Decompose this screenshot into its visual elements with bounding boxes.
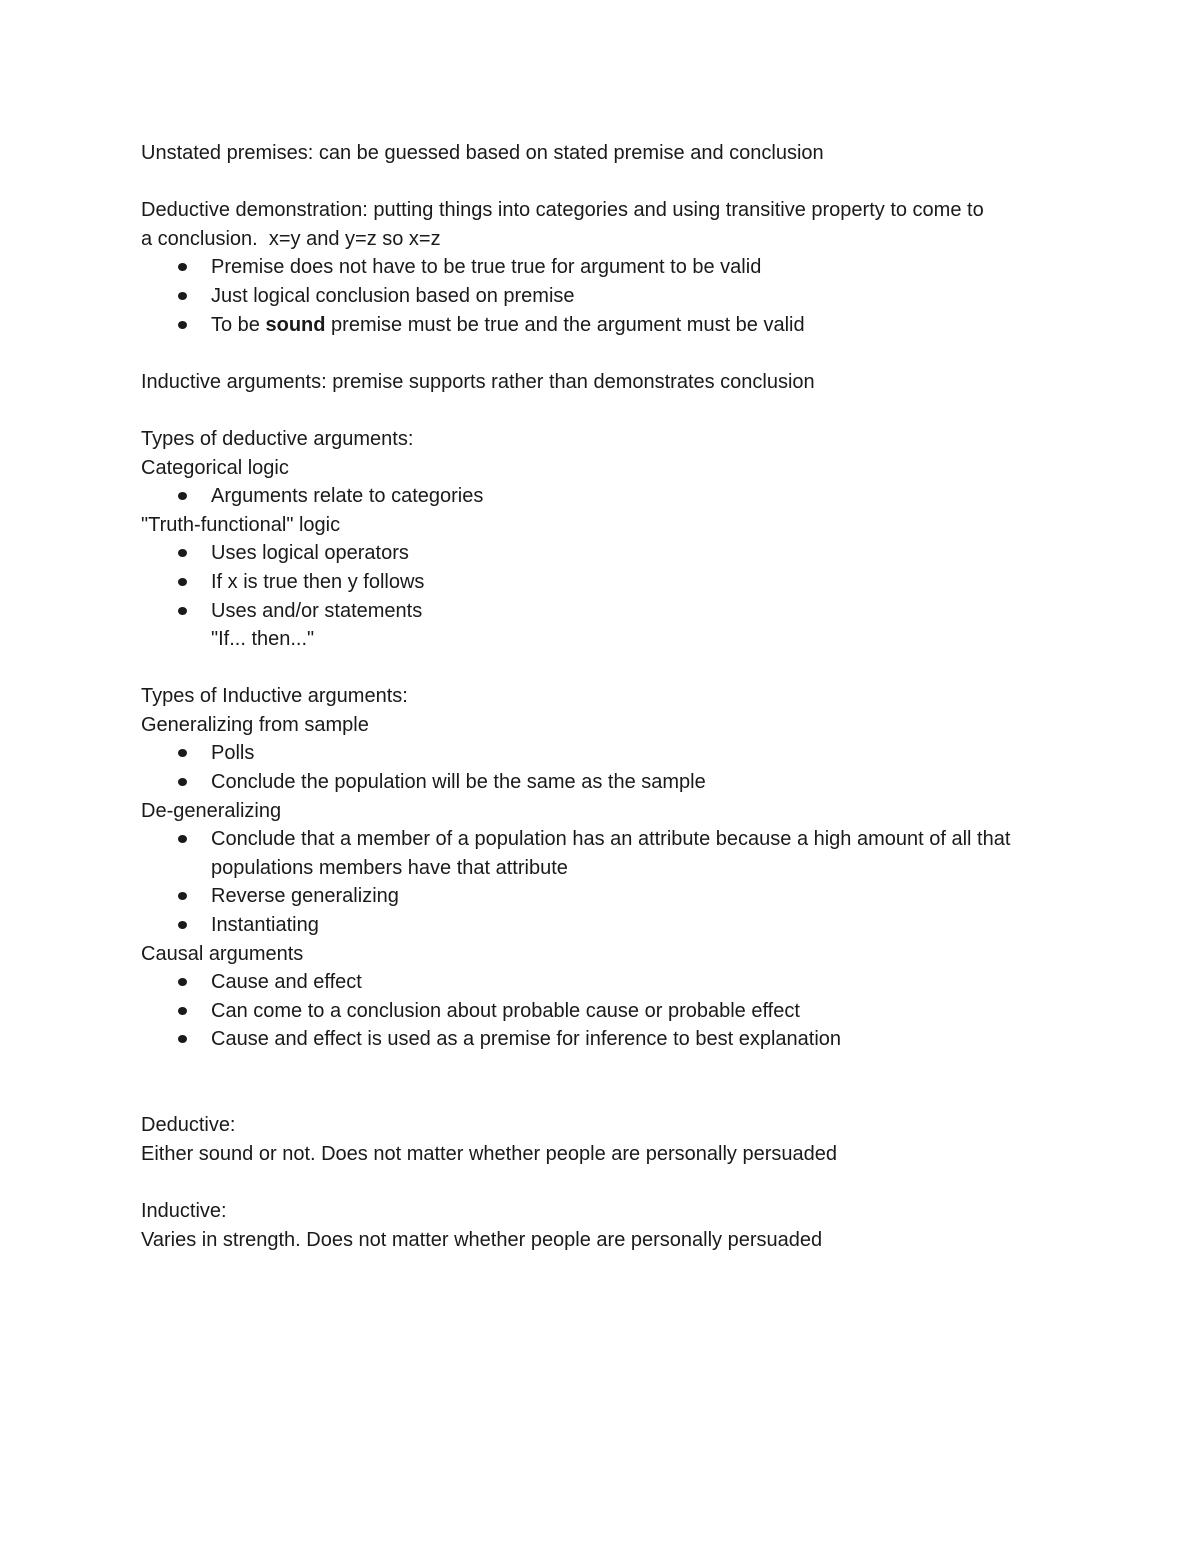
spacer	[141, 654, 1061, 683]
list-item-text: Conclude that a member of a population has an attribute because a high amount of all that populations members have that attribute	[211, 828, 1011, 879]
list-item-text: Cause and effect is used as a premise for inference to best explanation	[211, 1028, 842, 1051]
types-deductive-heading: Types of deductive arguments:	[141, 427, 414, 450]
inductive-heading: Inductive:	[141, 1199, 227, 1222]
list-item	[141, 739, 1061, 768]
causal-list	[141, 968, 1061, 1054]
list-item-text: Uses logical operators	[211, 542, 409, 565]
list-item	[141, 282, 1061, 311]
truth-functional-heading: "Truth-functional" logic	[141, 513, 341, 536]
bullet-icon	[178, 749, 187, 757]
list-item	[141, 768, 1061, 797]
sound-suffix: premise must be true and the argument must be valid	[325, 313, 805, 336]
list-item-text: Instantiating	[211, 914, 319, 937]
categorical-logic-heading: Categorical logic	[141, 456, 289, 479]
bullet-icon	[178, 578, 187, 586]
bullet-icon	[178, 892, 187, 900]
unstated-premises-text: Unstated premises: can be guessed based on stated premise and conclusion	[141, 142, 824, 164]
deductive-demonstration-line-2: a conclusion. x=y and y=z so x=z	[141, 227, 441, 250]
bullet-icon	[178, 921, 187, 929]
list-item-text: Arguments relate to categories	[211, 485, 484, 508]
inductive-text: Varies in strength. Does not matter whether people are personally persuaded	[141, 1228, 823, 1251]
generalizing-list	[141, 739, 1061, 796]
list-item	[141, 539, 1061, 568]
list-item	[141, 968, 1061, 997]
list-item-text: Polls	[211, 742, 255, 765]
list-item-text: Uses and/or statements	[211, 599, 423, 622]
spacer	[141, 339, 1061, 368]
bullet-icon	[178, 1007, 187, 1015]
deductive-text: Either sound or not. Does not matter whether people are personally persuaded	[141, 1142, 837, 1165]
if-then-text: "If... then..."	[211, 628, 315, 651]
list-item-text: Cause and effect	[211, 971, 362, 994]
deductive-demonstration-line-1: Deductive demonstration: putting things into categories and using transitive property to come to	[141, 199, 984, 222]
list-item	[141, 825, 1061, 882]
generalizing-heading: Generalizing from sample	[141, 713, 369, 736]
list-item	[141, 997, 1061, 1026]
bullet-icon	[178, 292, 187, 300]
bullet-icon	[178, 263, 187, 271]
categorical-logic-list	[141, 482, 1061, 511]
bullet-icon	[178, 549, 187, 557]
deductive-heading: Deductive:	[141, 1114, 236, 1137]
degeneralizing-list	[141, 825, 1061, 939]
bullet-icon	[178, 321, 187, 329]
deductive-demonstration-list	[141, 253, 1061, 339]
list-item	[141, 253, 1061, 282]
spacer	[141, 396, 1061, 425]
list-item	[141, 1025, 1061, 1054]
bullet-icon	[178, 778, 187, 786]
types-inductive-heading: Types of Inductive arguments:	[141, 685, 408, 708]
bullet-icon	[178, 492, 187, 500]
sound-prefix: To be	[211, 313, 266, 336]
list-item	[141, 911, 1061, 940]
list-item-text: Conclude the population will be the same as the sample	[211, 771, 706, 794]
list-item	[141, 311, 1061, 340]
bullet-icon	[178, 978, 187, 986]
list-item	[141, 882, 1061, 911]
list-item	[141, 597, 1061, 626]
spacer	[141, 1168, 1061, 1197]
spacer	[141, 1054, 1061, 1111]
sound-keyword: sound	[265, 313, 326, 336]
degeneralizing-heading: De-generalizing	[141, 799, 282, 822]
bullet-icon	[178, 607, 187, 615]
bullet-icon	[178, 835, 187, 843]
list-item-text: Premise does not have to be true true for argument to be valid	[211, 256, 762, 279]
list-item-text: If x is true then y follows	[211, 570, 425, 593]
list-item	[141, 568, 1061, 597]
document-body	[141, 139, 1061, 1254]
spacer	[141, 168, 1061, 197]
inductive-arguments-text: Inductive arguments: premise supports rather than demonstrates conclusion	[141, 370, 815, 393]
truth-functional-list	[141, 539, 1061, 625]
causal-heading: Causal arguments	[141, 942, 304, 965]
list-item-text: Can come to a conclusion about probable cause or probable effect	[211, 999, 800, 1022]
list-item	[141, 482, 1061, 511]
bullet-icon	[178, 1035, 187, 1043]
list-item-text: Just logical conclusion based on premise	[211, 284, 575, 307]
list-item-text: Reverse generalizing	[211, 885, 399, 908]
